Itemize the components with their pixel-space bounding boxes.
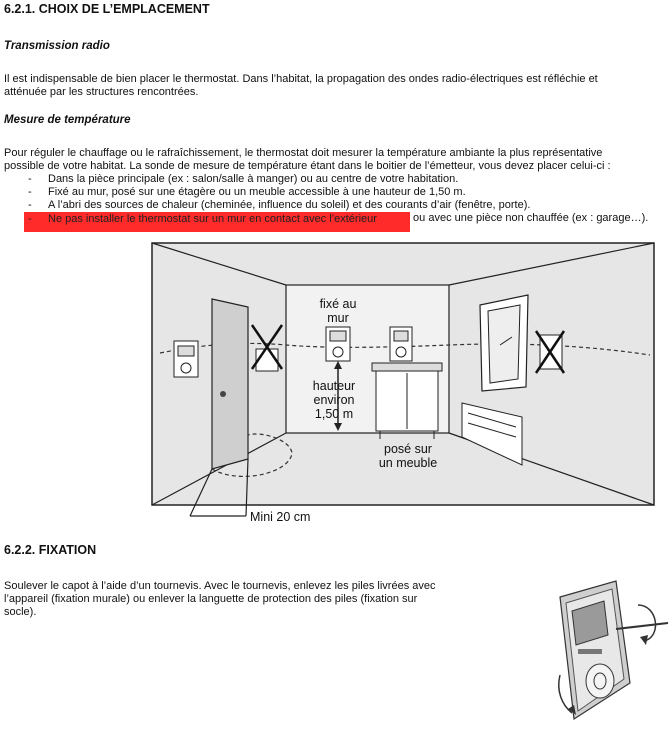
paragraph-fixation [4,580,504,619]
paragraph-fixation-line-1: Soulever le capot à l’aide d’un tournevis. Avec le tournevis, enlevez les piles livrées avec [4,580,436,592]
device-dial [586,664,614,698]
paragraph-fixation-line-3: socle). [4,606,37,618]
paragraph-radio [4,73,672,99]
thermostat-left-wall [174,341,198,377]
section-heading-choix: 6.2.1. CHOIX DE L’EMPLACEMENT [4,2,210,16]
window [480,295,528,391]
thermostat-device-illustration [520,575,670,725]
label-fixe-line-1: fixé au [319,297,357,311]
label-mini-distance: Mini 20 cm [250,510,311,524]
paragraph-fixation-line-2: l’appareil (fixation murale) ou enlever la languette de protection des piles (fixation sur [4,593,418,605]
door-knob [220,391,226,397]
thermostat-furniture [390,327,412,361]
room-illustration [150,241,656,531]
list-item-warning: - Ne pas installer le thermostat sur un mur en contact avec l’extérieur ou avec une pièce non chauffée (ex : garage…). [24,212,648,232]
section-heading-fixation: 6.2.2. FIXATION [4,543,97,557]
label-hauteur-line-3: 1,50 m [314,407,354,421]
label-fixe-line-2: mur [327,311,349,325]
paragraph-radio-line-1: Il est indispensable de bien placer le thermostat. Dans l’habitat, la propagation des ondes radio-électriques est réfléchie et [4,73,598,85]
bullet-list [24,173,648,232]
label-hauteur-line-1: hauteur [312,379,356,393]
screwdriver [616,623,668,629]
label-pose-line-1: posé sur [384,442,432,456]
paragraph-radio-line-2: atténuée par les structures rencontrées. [4,86,199,98]
label-hauteur-line-2: environ [313,393,355,407]
list-item: - A l’abri des sources de chaleur (cheminée, influence du soleil) et des courants d’air (fenêtre, porte). [28,199,531,211]
subheading-mesure-temperature: Mesure de température [4,114,131,126]
label-pose-line-2: un meuble [378,456,438,470]
list-item: - Dans la pièce principale (ex : salon/salle à manger) ou au centre de votre habitation. [28,173,459,185]
paragraph-temperature [4,147,672,173]
thermostat-wall [326,327,350,361]
furniture [372,363,442,439]
paragraph-temperature-line-1: Pour réguler le chauffage ou le rafraîchissement, le thermostat doit mesurer la température ambiante la plus représentative [4,147,603,159]
subheading-transmission-radio: Transmission radio [4,40,110,52]
door [212,299,248,469]
paragraph-temperature-line-2: possible de votre habitat. La sonde de mesure de température étant dans le boitier de l’émetteur, vous devez placer celui-ci : [4,160,611,172]
highlight-mark: - Ne pas installer le thermostat sur un mur en contact avec l’extérieur [24,212,410,232]
list-item: - Fixé au mur, posé sur une étagère ou un meuble accessible à une hauteur de 1,50 m. [28,186,466,198]
